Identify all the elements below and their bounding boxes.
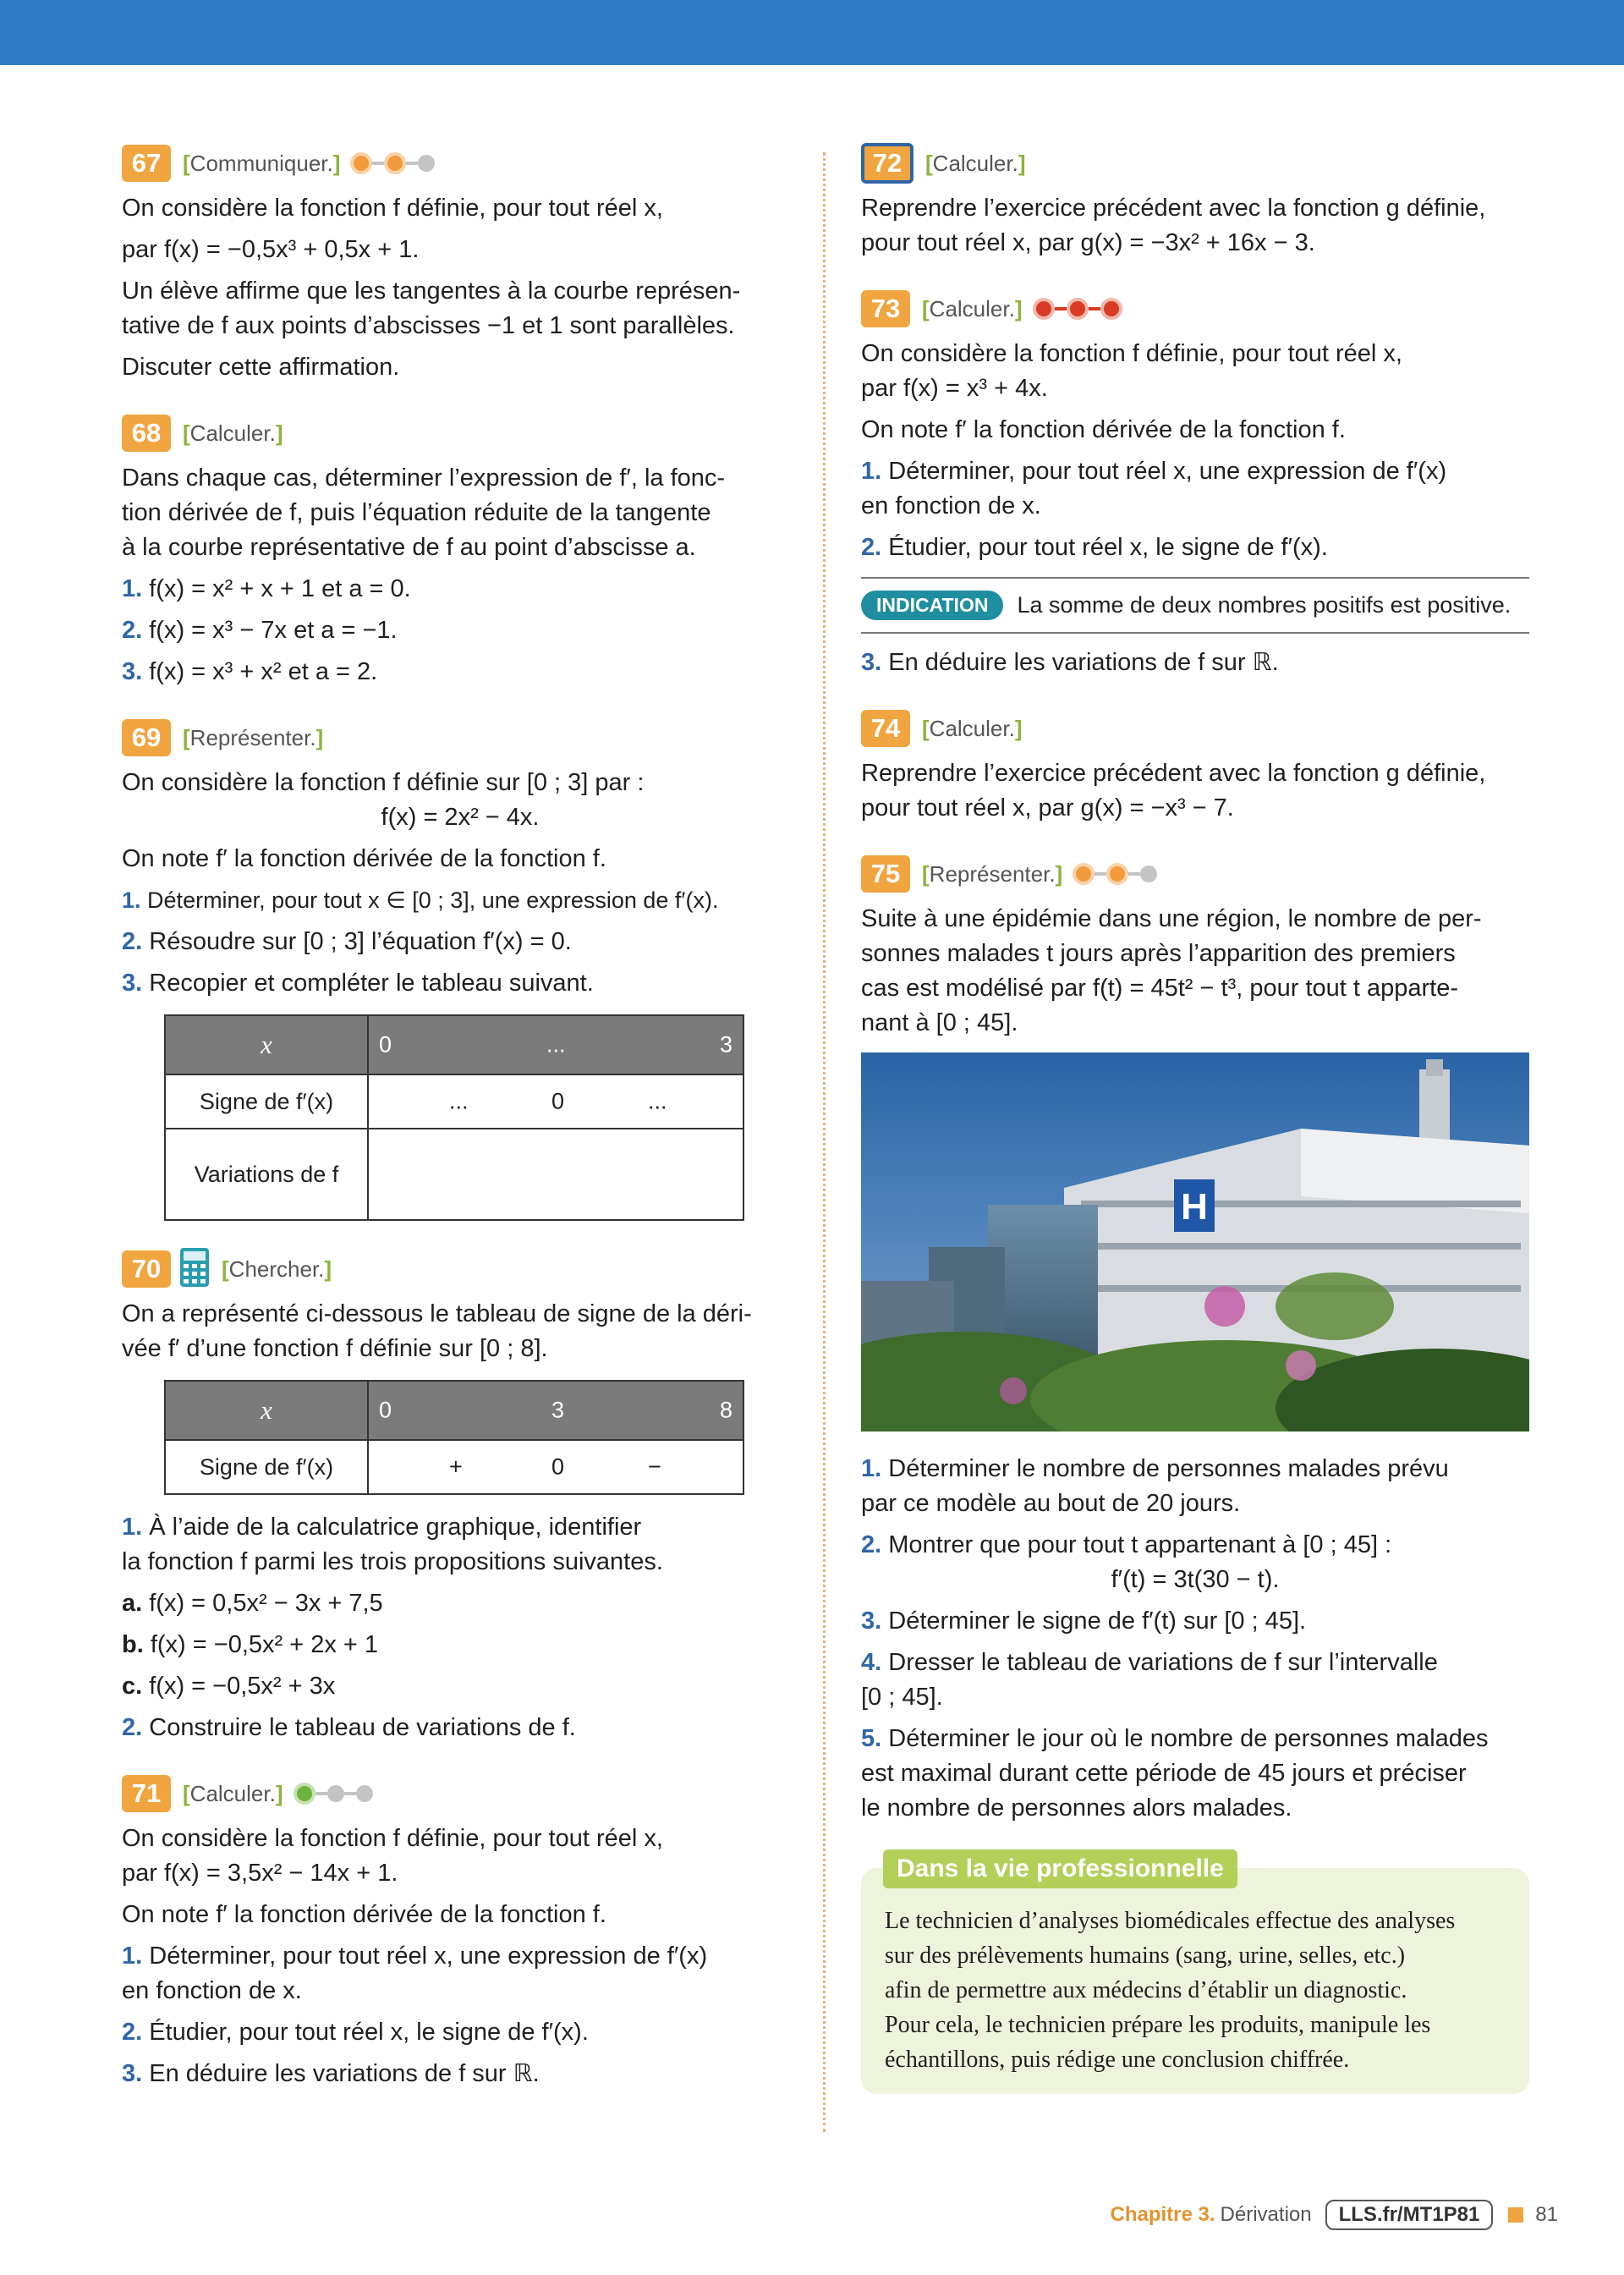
text-line: On note f′ la fonction dérivée de la fonction f. <box>861 416 1346 443</box>
difficulty-icon <box>1033 298 1122 320</box>
text-line: Reprendre l’exercice précédent avec la fonction g définie, <box>861 195 1486 222</box>
exercise-number: 70 <box>122 1250 171 1288</box>
text-line: On note f′ la fonction dérivée de la fonction f. <box>122 845 606 872</box>
text-line: Un élève affirme que les tangentes à la courbe représen- <box>122 278 741 305</box>
exercise-72 <box>861 144 1529 261</box>
exercise-number: 75 <box>861 855 910 893</box>
text-line: la fonction f parmi les trois propositions suivantes. <box>122 1548 663 1575</box>
question-3: 3. Recopier et compléter le tableau suivant. <box>122 970 594 997</box>
exercise-68 <box>122 414 798 690</box>
hospital-sign: H <box>1181 1186 1208 1228</box>
exercise-74 <box>861 709 1529 826</box>
professional-life-title: Dans la vie professionnelle <box>883 1849 1237 1888</box>
question-2: 2. Étudier, pour tout réel x, le signe de f′(x). <box>861 534 1328 561</box>
question-2: 2. f(x) = x³ − 7x et a = −1. <box>122 617 398 644</box>
text-line: Pour cela, le technicien prépare les produits, manipule les <box>885 2012 1431 2038</box>
table-row-label: Signe de f′(x) <box>165 1440 368 1494</box>
exercise-number: 67 <box>122 145 171 182</box>
text-line: tion dérivée de f, puis l’équation réduite de la tangente <box>122 499 711 526</box>
page-footer <box>1111 2200 1558 2230</box>
difficulty-icon <box>350 152 435 174</box>
question-5: 5. Déterminer le jour où le nombre de personnes malades <box>861 1725 1489 1752</box>
question-2: 2. Montrer que pour tout t appartenant à [0 ; 45] : <box>861 1531 1392 1558</box>
x-value: ... <box>546 1031 566 1058</box>
chapter-label: Chapitre 3. <box>1110 2203 1215 2226</box>
question-1: 1. Déterminer le nombre de personnes malades prévu <box>861 1455 1449 1482</box>
right-column <box>861 144 1529 2094</box>
option-a: a. f(x) = 0,5x² − 3x + 7,5 <box>122 1590 383 1617</box>
text-line: par ce modèle au bout de 20 jours. <box>861 1490 1241 1517</box>
text-line: On considère la fonction f définie, pour tout réel x, <box>122 1825 663 1852</box>
text-line: est maximal durant cette période de 45 jours et préciser <box>861 1760 1467 1787</box>
text-line: Discuter cette affirmation. <box>122 354 400 381</box>
text-line: échantillons, puis rédige une conclusion chiffrée. <box>885 2047 1350 2073</box>
exercise-number: 69 <box>122 719 171 756</box>
text-line: On considère la fonction f définie, pour tout réel x, <box>861 340 1402 367</box>
table-row-label: Signe de f′(x) <box>165 1074 368 1129</box>
exercise-number: 72 <box>861 143 914 184</box>
x-value: 3 <box>719 1031 732 1058</box>
table-header-x: x <box>165 1381 368 1440</box>
exercise-75 <box>861 854 1529 1826</box>
text-line: sur des prélèvements humains (sang, urine, selles, etc.) <box>885 1943 1406 1969</box>
text-line: nant à [0 ; 45]. <box>861 1009 1018 1036</box>
text-line: par f(x) = x³ + 4x. <box>861 375 1048 402</box>
text-line: On note f′ la fonction dérivée de la fonction f. <box>122 1901 606 1928</box>
text-line: On considère la fonction f définie sur [0 ; 3] par : <box>122 769 645 796</box>
exercise-tag: [Calculer.] <box>183 1780 283 1806</box>
exercise-73 <box>861 289 1529 680</box>
sign-table: x 0 3 8 Signe de f′(x) + 0 − <box>164 1380 744 1495</box>
difficulty-icon <box>1073 863 1157 885</box>
exercise-69 <box>122 718 798 1221</box>
text-line: Reprendre l’exercice précédent avec la fonction g définie, <box>861 760 1486 787</box>
professional-life-box <box>861 1849 1529 2094</box>
question-3: 3. En déduire les variations de f sur ℝ. <box>122 2060 540 2087</box>
formula: f(x) = 2x² − 4x. <box>381 804 540 831</box>
question-3: 3. f(x) = x³ + x² et a = 2. <box>122 658 378 685</box>
text-line: en fonction de x. <box>122 1977 302 2004</box>
hospital-photo <box>861 1052 1529 1431</box>
text-line: sonnes malades t jours après l’apparition des premiers <box>861 940 1456 967</box>
exercise-tag: [Calculer.] <box>183 420 283 446</box>
exercise-tag: [Chercher.] <box>222 1256 332 1282</box>
text-line: afin de permettre aux médecins d’établir un diagnostic. <box>885 1977 1407 2003</box>
text-line: Le technicien d’analyses biomédicales effectue des analyses <box>885 1908 1456 1934</box>
difficulty-icon <box>294 1783 373 1805</box>
exercise-number: 74 <box>861 710 910 747</box>
text-line: On considère la fonction f définie, pour tout réel x, <box>122 195 663 222</box>
exercise-number: 68 <box>122 415 171 452</box>
table-row-label: Variations de f <box>165 1129 368 1220</box>
x-value: 0 <box>379 1031 392 1058</box>
option-c: c. f(x) = −0,5x² + 3x <box>122 1673 336 1700</box>
section-label: Dérivation <box>1220 2203 1312 2226</box>
text-line: pour tout réel x, par g(x) = −3x² + 16x − 3. <box>861 229 1315 256</box>
question-1: 1. f(x) = x² + x + 1 et a = 0. <box>122 575 411 602</box>
exercise-tag: [Représenter.] <box>183 724 324 750</box>
column-divider <box>823 152 826 2132</box>
exercise-tag: [Représenter.] <box>922 860 1063 887</box>
text-line: vée f′ d’une fonction f définie sur [0 ; 8]. <box>122 1335 548 1362</box>
text-line: par f(x) = 3,5x² − 14x + 1. <box>122 1860 398 1887</box>
question-2: 2. Construire le tableau de variations de f. <box>122 1714 576 1741</box>
question-1: 1. Déterminer, pour tout réel x, une expression de f′(x) <box>861 458 1447 485</box>
question-1: 1. À l’aide de la calculatrice graphique, identifier <box>122 1514 642 1541</box>
text-line: cas est modélisé par f(t) = 45t² − t³, pour tout t apparte- <box>861 975 1458 1002</box>
exercise-70 <box>122 1250 798 1745</box>
square-icon <box>1508 2207 1523 2223</box>
formula: f′(t) = 3t(30 − t). <box>1111 1566 1280 1593</box>
indication-badge: INDICATION <box>861 591 1003 620</box>
text-line: par f(x) = −0,5x³ + 0,5x + 1. <box>122 236 420 263</box>
question-2: 2. Résoudre sur [0 ; 3] l’équation f′(x) = 0. <box>122 928 572 955</box>
calculator-icon <box>179 1247 210 1292</box>
text-line: Dans chaque cas, déterminer l’expression de f′, la fonc- <box>122 464 726 492</box>
question-4: 4. Dresser le tableau de variations de f sur l’intervalle <box>861 1649 1438 1676</box>
exercise-number: 73 <box>861 290 910 327</box>
table-header-x: x <box>165 1015 368 1074</box>
exercise-tag: [Calculer.] <box>922 295 1023 321</box>
left-column <box>122 144 798 2120</box>
text-line: en fonction de x. <box>861 492 1041 519</box>
text-line: [0 ; 45]. <box>861 1684 943 1711</box>
text-line: tative de f aux points d’abscisses −1 et 1 sont parallèles. <box>122 312 735 339</box>
text-line: à la courbe représentative de f au point d’abscisse a. <box>122 534 696 561</box>
exercise-tag: [Calculer.] <box>922 715 1023 741</box>
indication-box <box>861 577 1529 634</box>
exercise-71 <box>122 1774 798 2091</box>
exercise-tag: [Calculer.] <box>925 150 1026 176</box>
text-line: le nombre de personnes alors malades. <box>861 1794 1292 1822</box>
indication-text: La somme de deux nombres positifs est positive. <box>1017 592 1512 618</box>
lls-link[interactable]: LLS.fr/MT1P81 <box>1325 2200 1494 2230</box>
exercise-67 <box>122 144 798 385</box>
question-1: 1. Déterminer, pour tout réel x, une expression de f′(x) <box>122 1943 708 1970</box>
exercise-number: 71 <box>122 1775 171 1812</box>
text-line: Suite à une épidémie dans une région, le nombre de per- <box>861 905 1482 932</box>
header-bar <box>0 0 1624 65</box>
variation-table: x 0 ... 3 Signe de f′(x) ... 0 ... Variations de f <box>164 1014 744 1221</box>
question-3: 3. Déterminer le signe de f′(t) sur [0 ; 45]. <box>861 1607 1307 1635</box>
text-line: On a représenté ci-dessous le tableau de signe de la déri- <box>122 1300 752 1327</box>
page-number: 81 <box>1535 2203 1558 2226</box>
question-3: 3. En déduire les variations de f sur ℝ. <box>861 649 1279 676</box>
question-2: 2. Étudier, pour tout réel x, le signe de f′(x). <box>122 2019 589 2046</box>
option-b: b. f(x) = −0,5x² + 2x + 1 <box>122 1631 379 1658</box>
question-1: 1. Déterminer, pour tout x ∈ [0 ; 3], une expression de f′(x). <box>122 887 719 913</box>
text-line: pour tout réel x, par g(x) = −x³ − 7. <box>861 794 1234 822</box>
exercise-tag: [Communiquer.] <box>183 150 341 176</box>
